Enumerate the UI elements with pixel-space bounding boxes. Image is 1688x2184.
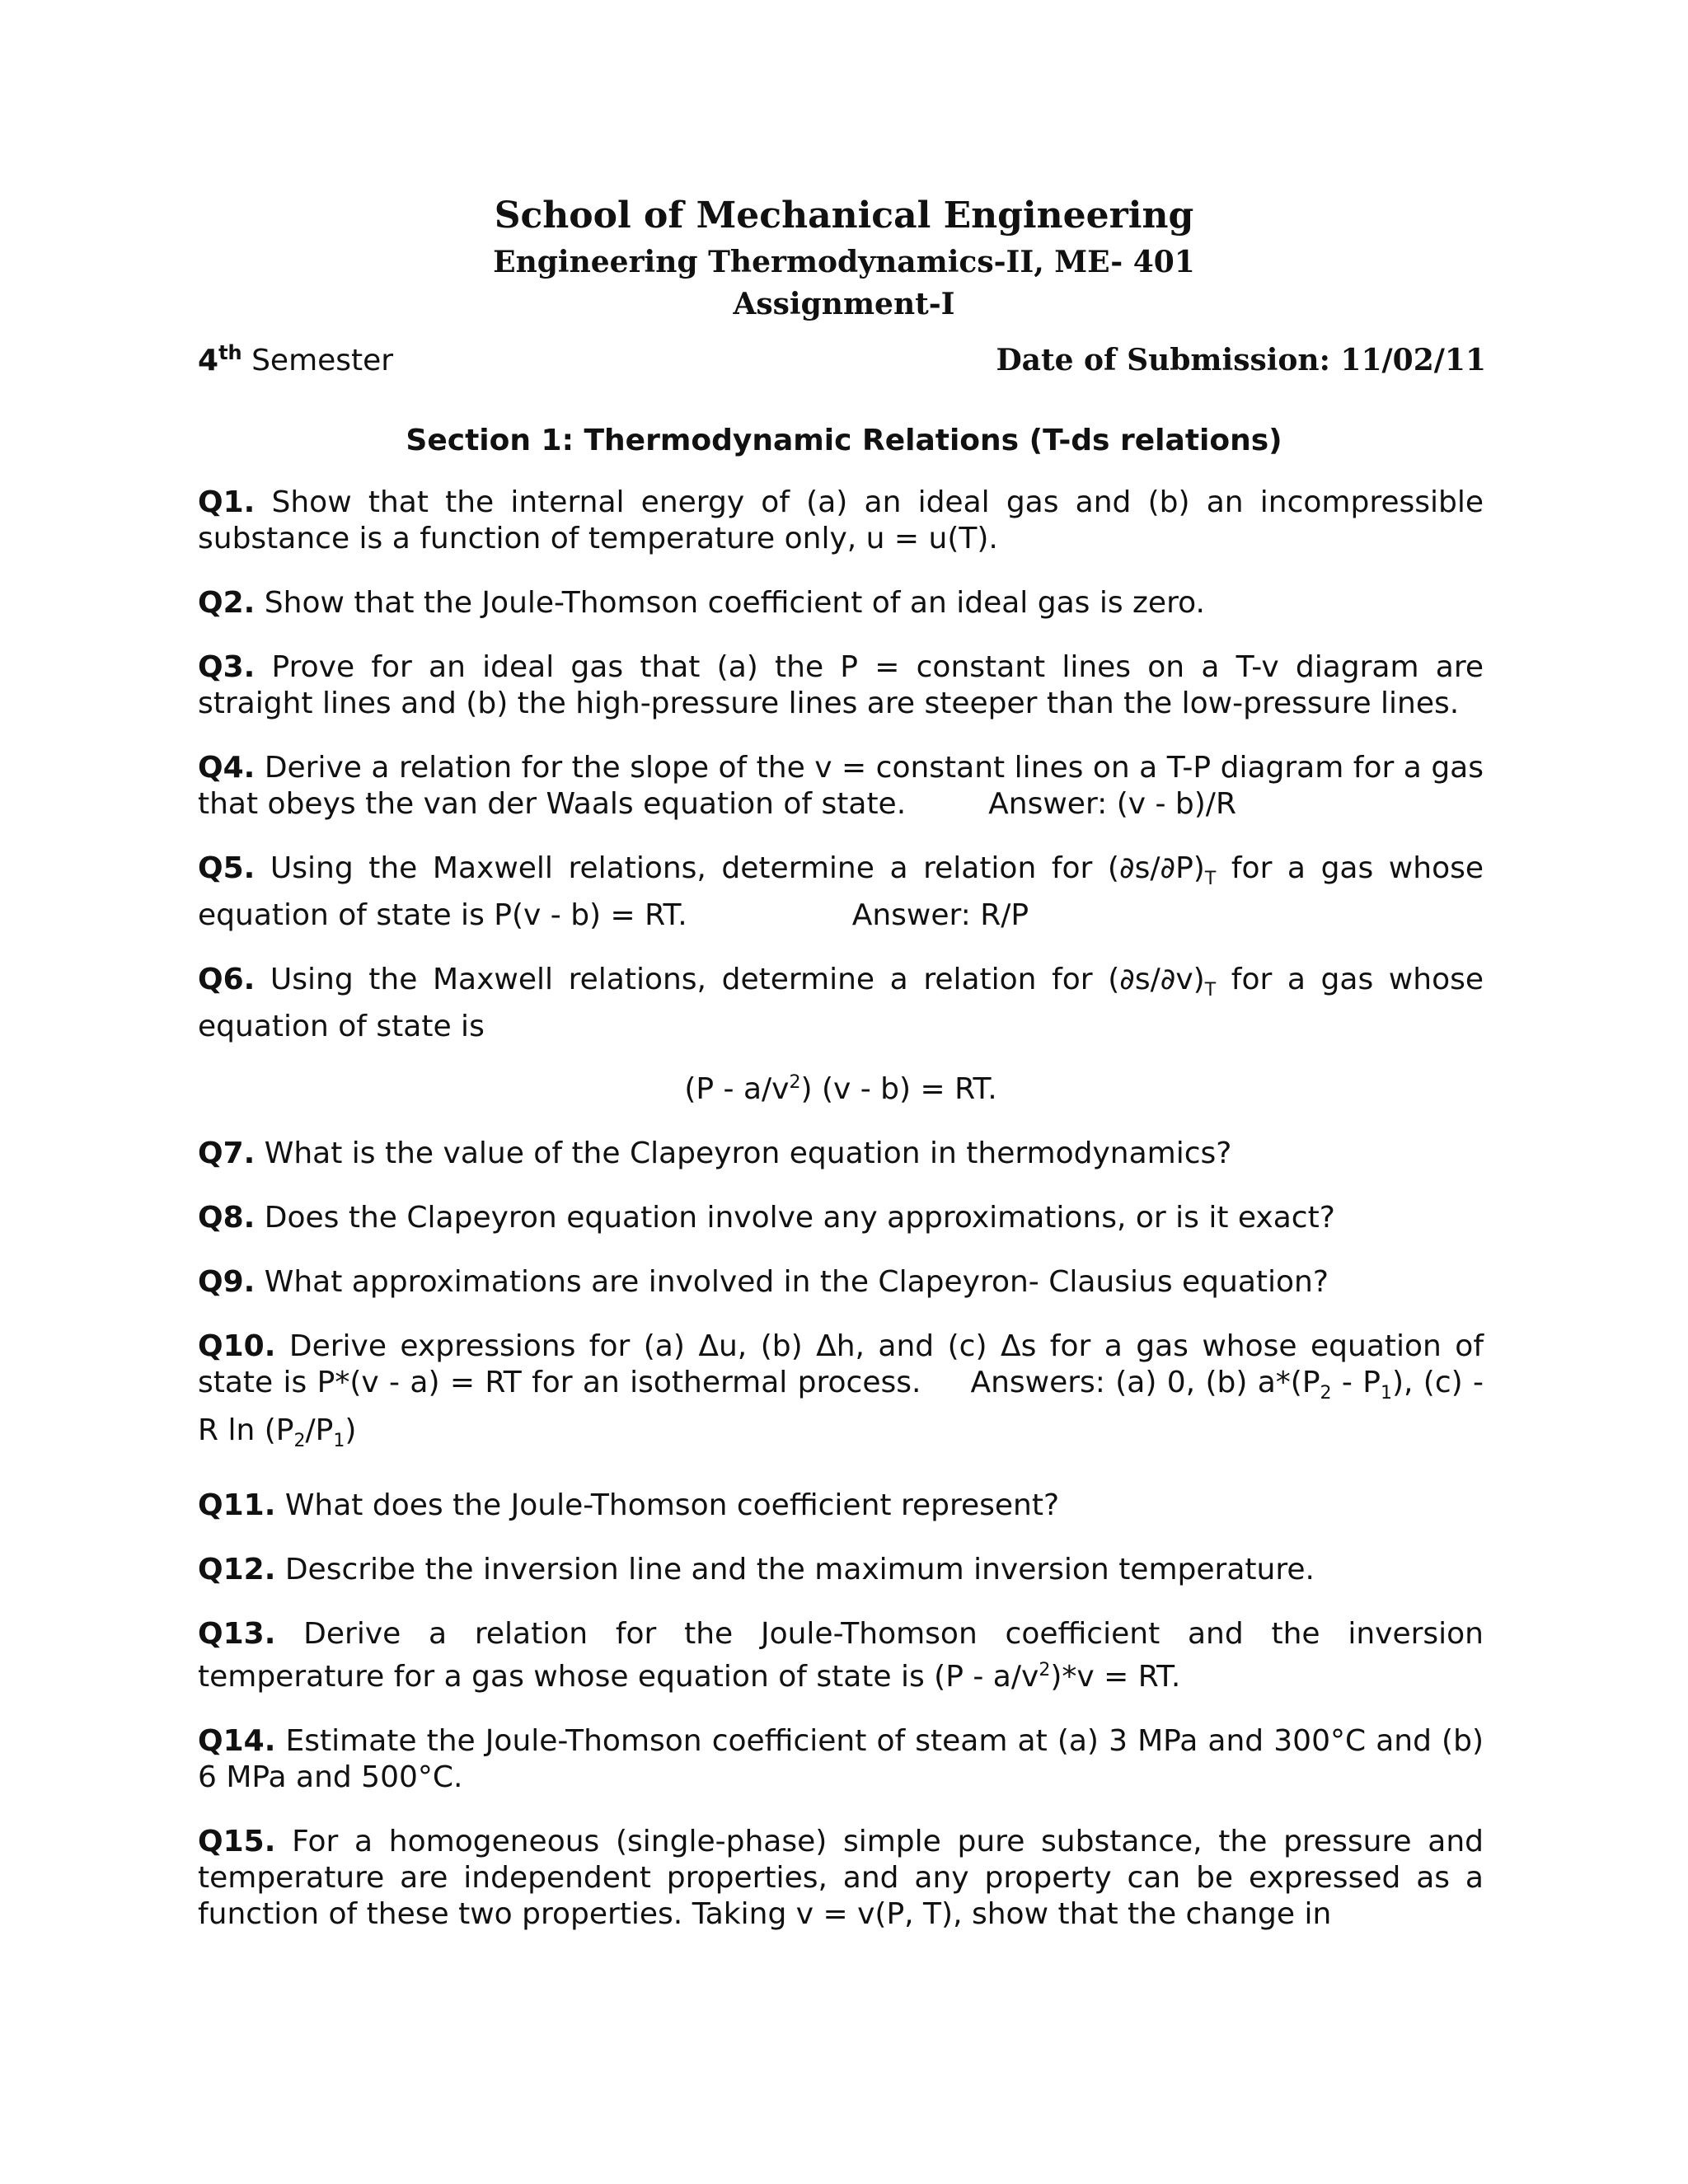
question-label: Q2. xyxy=(198,586,256,620)
course-title: Engineering Thermodynamics-II, ME- 401 xyxy=(493,245,1195,279)
answer-part-e: ) xyxy=(345,1413,357,1447)
question-text: What approximations are involved in the Clapeyron- Clausius equation? xyxy=(255,1265,1329,1300)
question-9 xyxy=(198,1264,1484,1301)
question-label: Q12. xyxy=(198,1552,276,1586)
question-13 xyxy=(198,1616,1484,1695)
answer-part-a: Answers: (a) 0, (b) a*(P xyxy=(970,1366,1320,1400)
answer-part-d: /P xyxy=(305,1413,334,1447)
question-text-b: for a gas whose equation of state is P(v - b) = RT. xyxy=(198,851,1484,933)
question-8 xyxy=(198,1200,1484,1236)
subscript-t: T xyxy=(1204,980,1217,1001)
question-12 xyxy=(198,1552,1484,1588)
question-1 xyxy=(198,485,1484,557)
document-header xyxy=(0,191,1688,325)
question-text: Does the Clapeyron equation involve any approximations, or is it exact? xyxy=(255,1201,1335,1235)
question-14 xyxy=(198,1723,1484,1796)
question-label: Q6. xyxy=(198,963,256,997)
question-label: Q1. xyxy=(198,485,256,519)
question-text: What is the value of the Clapeyron equation in thermodynamics? xyxy=(255,1137,1232,1171)
section-title: Section 1: Thermodynamic Relations (T-ds relations) xyxy=(406,424,1282,457)
equation-superscript: 2 xyxy=(789,1072,801,1094)
question-text: Describe the inversion line and the maximum inversion temperature. xyxy=(275,1552,1315,1586)
subscript-2: 2 xyxy=(293,1430,306,1451)
equation-part-a: (P - a/v xyxy=(684,1072,790,1107)
question-answer: Answer: (v - b)/R xyxy=(988,787,1236,821)
superscript-2: 2 xyxy=(1039,1659,1051,1680)
question-text-a: Derive a relation for the Joule-Thomson coefficient and the inversion temperature for a gas whose equation of state is (P - a/v xyxy=(198,1616,1484,1694)
question-text-b: for a gas whose equation of state is xyxy=(198,963,1484,1044)
semester-ordinal: th xyxy=(218,341,242,364)
question-list xyxy=(198,485,1484,1961)
question-text: Derive a relation for the slope of the v = constant lines on a T-P diagram for a gas that obeys the van der Waals equation of state. xyxy=(198,751,1484,821)
answer-part-b: - P xyxy=(1331,1366,1381,1400)
meta-row xyxy=(198,341,1486,387)
question-4 xyxy=(198,750,1484,823)
question-label: Q13. xyxy=(198,1616,276,1651)
equation-of-state xyxy=(198,1065,1484,1108)
question-label: Q9. xyxy=(198,1265,256,1300)
answer-part-c: ), (c) - R ln (P xyxy=(198,1366,1484,1447)
question-text-a: Using the Maxwell relations, determine a relation for (∂s/∂v) xyxy=(255,963,1205,997)
question-label: Q14. xyxy=(198,1723,276,1758)
question-text: Show that the Joule-Thomson coefficient of an ideal gas is zero. xyxy=(255,586,1205,620)
question-text: Estimate the Joule-Thomson coefficient of steam at (a) 3 MPa and 300°C and (b) 6 MPa and 500°C. xyxy=(198,1723,1484,1794)
subscript-t: T xyxy=(1204,869,1217,890)
submission-date: Date of Submission: 11/02/11 xyxy=(996,343,1486,377)
question-10 xyxy=(198,1329,1484,1459)
question-text: For a homogeneous (single-phase) simple pure substance, the pressure and temperature are independent properties, and any property can be expressed as a function of these two properties. Taking v = v(P, T), show that the change in xyxy=(198,1824,1484,1931)
school-name: School of Mechanical Engineering xyxy=(494,194,1194,237)
question-label: Q7. xyxy=(198,1137,256,1171)
question-text: Derive expressions for (a) Δu, (b) Δh, and (c) Δs for a gas whose equation of state is P*(v - a) = RT for an isothermal process. xyxy=(198,1329,1484,1400)
subscript-2: 2 xyxy=(1320,1383,1332,1404)
question-text-a: Using the Maxwell relations, determine a relation for (∂s/∂P) xyxy=(255,851,1205,885)
subscript-1: 1 xyxy=(333,1430,345,1451)
question-7 xyxy=(198,1136,1484,1172)
question-text: Show that the internal energy of (a) an ideal gas and (b) an incompressible substance is a function of temperature only, u = u(T). xyxy=(198,485,1484,555)
question-label: Q5. xyxy=(198,851,256,885)
equation-part-b: ) (v - b) = RT. xyxy=(800,1072,997,1107)
question-5 xyxy=(198,851,1484,934)
question-15 xyxy=(198,1824,1484,1933)
question-label: Q10. xyxy=(198,1329,276,1364)
semester-word: Semester xyxy=(241,344,394,377)
assignment-title: Assignment-I xyxy=(733,287,955,321)
semester-number: 4 xyxy=(198,344,219,377)
question-answer: Answer: R/P xyxy=(851,898,1029,933)
question-text: Prove for an ideal gas that (a) the P = constant lines on a T-v diagram are straight lines and (b) the high-pressure lines are steeper than the low-pressure lines. xyxy=(198,650,1484,720)
question-label: Q4. xyxy=(198,751,256,785)
question-label: Q15. xyxy=(198,1824,276,1858)
question-text-b: )*v = RT. xyxy=(1050,1659,1181,1694)
question-label: Q3. xyxy=(198,650,256,684)
question-3 xyxy=(198,649,1484,722)
subscript-1: 1 xyxy=(1380,1383,1392,1404)
question-label: Q11. xyxy=(198,1488,276,1522)
question-label: Q8. xyxy=(198,1201,256,1235)
question-2 xyxy=(198,585,1484,621)
question-11 xyxy=(198,1488,1484,1524)
question-6 xyxy=(198,962,1484,1045)
question-text: What does the Joule-Thomson coefficient represent? xyxy=(275,1488,1060,1522)
semester-label xyxy=(198,341,393,377)
